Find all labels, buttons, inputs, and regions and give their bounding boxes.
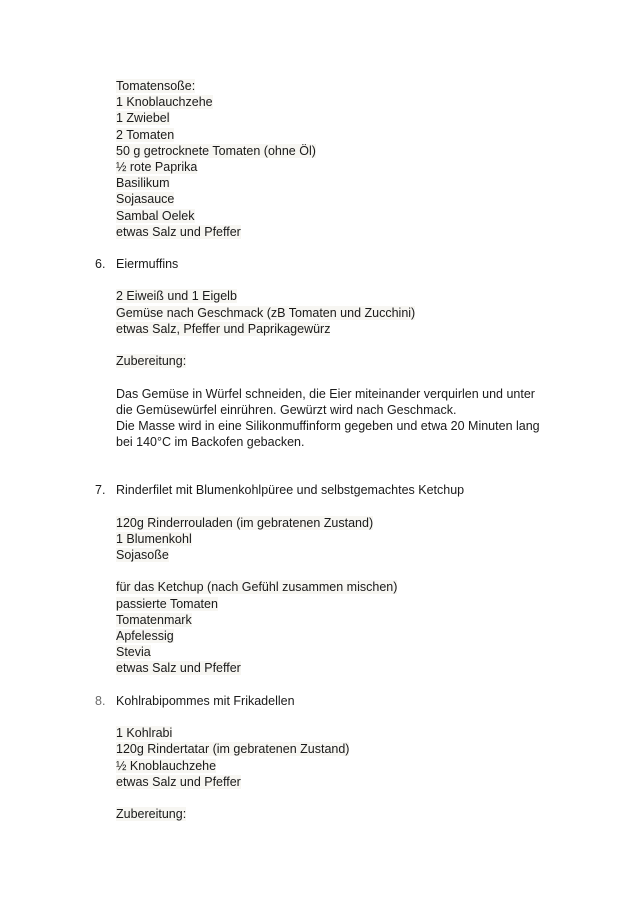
ingredient-line: Apfelessig bbox=[116, 629, 174, 643]
ingredient-line: Sojasoße bbox=[116, 548, 169, 563]
prep-text-line: Das Gemüse in Würfel schneiden, die Eier miteinander verquirlen und unter bbox=[116, 386, 535, 401]
recipe-6-preparation bbox=[116, 386, 586, 451]
prep-text-line: die Gemüsewürfel einrühren. Gewürzt wird nach Geschmack. bbox=[116, 402, 457, 417]
sauce-ingredient-list bbox=[116, 78, 586, 240]
ingredient-line: passierte Tomaten bbox=[116, 596, 218, 611]
recipe-6-ingredients bbox=[116, 288, 586, 337]
ingredient-line: 1 Blumenkohl bbox=[116, 531, 192, 546]
recipe-title: Kohlrabipommes mit Frikadellen bbox=[116, 693, 295, 708]
recipe-7-ingredients bbox=[116, 515, 586, 564]
ingredient-line: Sojasauce bbox=[116, 192, 175, 207]
recipe-title: Rinderfilet mit Blumenkohlpüree und selbstgemachtes Ketchup bbox=[116, 483, 465, 498]
document-content bbox=[95, 78, 586, 822]
recipe-title: Eiermuffins bbox=[116, 257, 179, 272]
ingredient-line: Sambal Oelek bbox=[116, 208, 195, 223]
ingredient-line: etwas Salz und Pfeffer bbox=[116, 224, 241, 239]
ingredient-line: Stevia bbox=[116, 645, 151, 660]
ingredient-line: Gemüse nach Geschmack (zB Tomaten und Zucchini) bbox=[116, 305, 416, 320]
ingredient-line: ½ rote Paprika bbox=[116, 159, 198, 174]
ingredient-line: 1 Kohlrabi bbox=[116, 726, 173, 741]
ketchup-label: für das Ketchup (nach Gefühl zusammen mischen) bbox=[116, 580, 398, 595]
list-number: 8. bbox=[95, 693, 106, 708]
ingredient-line: etwas Salz und Pfeffer bbox=[116, 661, 241, 676]
prep-label: Zubereitung: bbox=[116, 354, 187, 369]
ingredient-line: etwas Salz und Pfeffer bbox=[116, 774, 241, 789]
prep-text-line: Die Masse wird in eine Silikonmuffinform gegeben und etwa 20 Minuten lang bbox=[116, 418, 540, 433]
prep-label: Zubereitung: bbox=[116, 807, 187, 822]
list-number: 6. bbox=[95, 257, 106, 272]
ingredient-line: etwas Salz, Pfeffer und Paprikagewürz bbox=[116, 321, 331, 336]
sauce-heading: Tomatensoße: bbox=[116, 79, 196, 93]
ingredient-line: 50 g getrocknete Tomaten (ohne Öl) bbox=[116, 143, 316, 158]
ingredient-line: 120g Rindertatar (im gebratenen Zustand) bbox=[116, 742, 350, 757]
ingredient-line: ½ Knoblauchzehe bbox=[116, 758, 217, 773]
recipe-6-heading bbox=[95, 256, 586, 272]
prep-text-line: bei 140°C im Backofen gebacken. bbox=[116, 435, 305, 450]
ingredient-line: 1 Zwiebel bbox=[116, 111, 170, 126]
recipe-8-heading bbox=[95, 693, 586, 709]
ingredient-line: 2 Eiweiß und 1 Eigelb bbox=[116, 289, 237, 304]
ingredient-line: 2 Tomaten bbox=[116, 127, 175, 142]
ingredient-line: 1 Knoblauchzehe bbox=[116, 95, 213, 110]
recipe-8-ingredients bbox=[116, 725, 586, 790]
recipe-7-ketchup-items bbox=[116, 596, 586, 677]
list-number: 7. bbox=[95, 483, 106, 498]
recipe-7-heading bbox=[95, 482, 586, 498]
ingredient-line: Tomatenmark bbox=[116, 612, 192, 627]
ingredient-line: Basilikum bbox=[116, 176, 170, 191]
ingredient-line: 120g Rinderrouladen (im gebratenen Zustand) bbox=[116, 515, 374, 530]
